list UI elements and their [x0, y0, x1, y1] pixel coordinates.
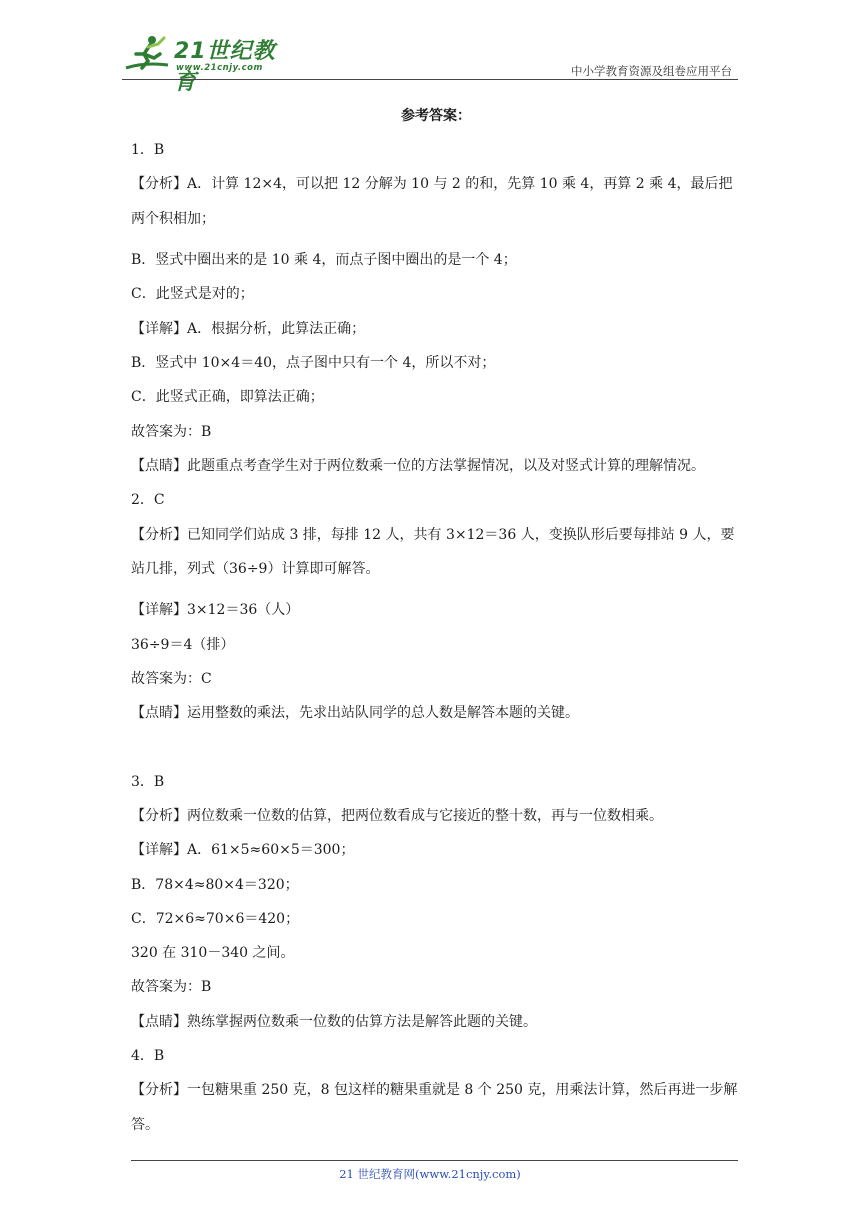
comment-2: 【点睛】运用整数的乘法，先求出站队同学的总人数是解答本题的关键。: [131, 705, 579, 722]
comment-1: 【点睛】此题重点考查学生对于两位数乘一位的方法掌握情况，以及对竖式计算的理解情况。: [131, 457, 705, 474]
analysis-4: 【分析】一包糖果重 250 克，8 包这样的糖果重就是 8 个 250 克，用乘法计算，然后再进一步解答。: [131, 1082, 738, 1133]
text-line: C．此竖式是对的；: [131, 286, 254, 303]
detail-2: 【详解】3×12＝36（人）: [131, 602, 300, 619]
text-line: 36÷9＝4（排）: [131, 636, 235, 653]
text-line: 320 在 310－340 之间。: [131, 945, 295, 962]
logo-wordmark: 21世纪教育: [174, 39, 276, 95]
footer-divider: [131, 1160, 738, 1161]
header-platform-text: 中小学教育资源及组卷应用平台: [571, 64, 732, 78]
answer-1: 故答案为：B: [131, 423, 212, 440]
site-logo: [122, 34, 292, 95]
answer-number-2: 2．C: [131, 492, 165, 509]
detail-3: 【详解】A．61×5≈60×5＝300；: [131, 842, 355, 859]
answer-number-4: 4．B: [131, 1048, 165, 1065]
answer-content: [131, 106, 741, 1156]
page-title: 参考答案：: [401, 108, 471, 124]
answer-number-1: 1．B: [131, 142, 165, 158]
analysis-3: 【分析】两位数乘一位数的估算，把两位数看成与它接近的整十数，再与一位数相乘。: [131, 807, 663, 824]
text-line: C．此竖式正确，即算法正确；: [131, 389, 324, 406]
analysis-2: 【分析】已知同学们站成 3 排，每排 12 人，共有 3×12＝36 人，变换队形后要每排站 9 人，要站几排，列式（36÷9）计算即可解答。: [131, 526, 735, 577]
text-line: B．竖式中 10×4＝40，点子图中只有一个 4，所以不对；: [131, 355, 496, 372]
analysis-1: 【分析】A．计算 12×4，可以把 12 分解为 10 与 2 的和，先算 10 乘 4，再算 2 乘 4，最后把两个积相加；: [131, 176, 733, 227]
blank-gap: [131, 738, 741, 772]
page-header: [122, 30, 738, 95]
logo-url: www.21cnjy.com: [176, 63, 263, 73]
runner-logo-icon: [122, 34, 172, 78]
answer-2: 故答案为：C: [131, 671, 212, 688]
comment-3: 【点睛】熟练掌握两位数乘一位数的估算方法是解答此题的关键。: [131, 1013, 537, 1030]
detail-1: 【详解】A．根据分析，此算法正确；: [131, 320, 366, 337]
header-divider: [122, 79, 738, 80]
answer-3: 故答案为：B: [131, 979, 212, 996]
answer-number-3: 3．B: [131, 773, 165, 790]
text-line: B．78×4≈80×4＝320；: [131, 876, 299, 893]
text-line: C．72×6≈70×6＝420；: [131, 910, 300, 927]
text-line: B．竖式中圈出来的是 10 乘 4，而点子图中圈出的是一个 4；: [131, 252, 517, 269]
page-footer: 21 世纪教育网(www.21cnjy.com): [339, 1167, 521, 1181]
